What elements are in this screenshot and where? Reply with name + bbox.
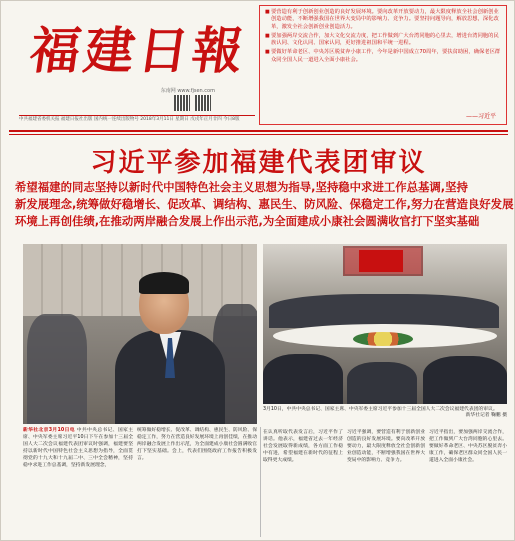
headline: 习近平参加福建代表团审议 bbox=[90, 148, 427, 178]
website-url: 东南网 www.fjsen.com bbox=[160, 88, 215, 94]
quote-paragraph: ■ 要加强两岸交流合作，加大文化交流力度，把工作做到广大台湾同胞的心里去，增进台湾同胞的民族认同、文化认同、国家认同，更好推进祖国和平统一进程。 bbox=[265, 33, 501, 48]
body-column bbox=[23, 427, 133, 537]
qr-code-icon bbox=[195, 95, 211, 111]
newspaper-logo: 福建日報 bbox=[26, 21, 251, 80]
issue-line: 中共福建省委机关报 福建日报社出版 国内统一连续出版物号 2018年3月11日 星期日 戊戌年正月廿四 今日8版 bbox=[19, 115, 255, 123]
quote-signature: ——习近平 bbox=[465, 112, 496, 120]
column-text: 习近平强调，要营造有利于创新创业创造的良好发展环境。要向改革开放要动力，最大限度释放全社会创新创业创造动能，不断增强我国在世界大变局中的影响力、竞争力。 bbox=[347, 430, 425, 464]
quote-paragraph: ■ 要营造有利于创新创业创造的良好发展环境。要向改革开放要动力，最大限度释放全社会创新创业创造动能，不断增强我国在世界大变局中的影响力、竞争力。要坚持问题导向，解放思想，深化改革，激发全社会创新创业创造活力。 bbox=[265, 9, 501, 31]
photo-credit: 新华社记者 鞠鹏 摄 bbox=[465, 413, 507, 418]
header-rule bbox=[9, 130, 508, 132]
quote-box bbox=[259, 5, 507, 125]
masthead bbox=[19, 7, 259, 125]
body-column bbox=[347, 429, 425, 537]
column-divider bbox=[260, 427, 261, 537]
qr-code-icon bbox=[174, 95, 190, 111]
speaker-figure bbox=[115, 272, 225, 424]
dateline: 新华社北京3月10日电 bbox=[23, 428, 75, 433]
meeting-photo bbox=[263, 244, 507, 404]
body-column bbox=[429, 429, 507, 537]
subhead-line: 希望福建的同志坚持以新时代中国特色社会主义思想为指导,坚持稳中求进工作总基调,坚持 bbox=[15, 180, 468, 194]
subheadline bbox=[15, 179, 514, 230]
photo-caption bbox=[263, 407, 507, 419]
column-text: 统筹做好稳增长、促改革、调结构、惠民生、防风险、保稳定工作，努力在营造良好发展环境上再创佳绩，在推动两岸融合发展上作出示范，为全面建成小康社会圆满收官打下坚实基础。会上，代表们围绕政府工作报告积极发言。 bbox=[137, 428, 257, 462]
column-text: 习近平指出，要加强两岸交流合作，把工作做到广大台湾同胞的心里去。要做好革命老区、中央苏区脱贫奔小康工作，确保老区群众同全国人民一道进入全面小康社会。 bbox=[429, 430, 507, 464]
body-column bbox=[263, 429, 343, 537]
subhead-line: 环境上再创佳绩,在推动两岸融合发展上作出示范,为全面建成小康社会圆满收官打下坚实基础 bbox=[15, 214, 480, 228]
header-rule-thin bbox=[9, 134, 508, 135]
quote-paragraph: ■ 要做好革命老区、中央苏区脱贫奔小康工作，今年是新中国成立70周年，要扶贫助困，确保老区群众同全国人民一道进入全面小康社会。 bbox=[265, 49, 501, 64]
column-text: 中共中央总书记、国家主席、中央军委主席习近平10日下午在参加十三届全国人大二次会议福建代表团审议时强调，福建要坚持以新时代中国特色社会主义思想为指导，全面贯彻党的十九大和十九届二中、三中全会精神，坚持稳中求进工作总基调，坚持新发展理念， bbox=[23, 428, 133, 469]
caption-text: 3月10日，中共中央总书记、国家主席、中央军委主席习近平参加十三届全国人大二次会议福建代表团的审议。 bbox=[263, 407, 498, 412]
subhead-line: 新发展理念,统筹做好稳增长、促改革、调结构、惠民生、防风险、保稳定工作,努力在营造良好发展 bbox=[15, 197, 514, 211]
portrait-photo bbox=[23, 244, 257, 424]
column-text: 在认真听取代表发言后，习近平作了讲话。他表示，福建省过去一年经济社会发展取得新成绩，各方面工作稳中有进，希望福建在新时代的征程上取得更大成绩。 bbox=[263, 430, 343, 464]
body-column bbox=[137, 427, 257, 537]
